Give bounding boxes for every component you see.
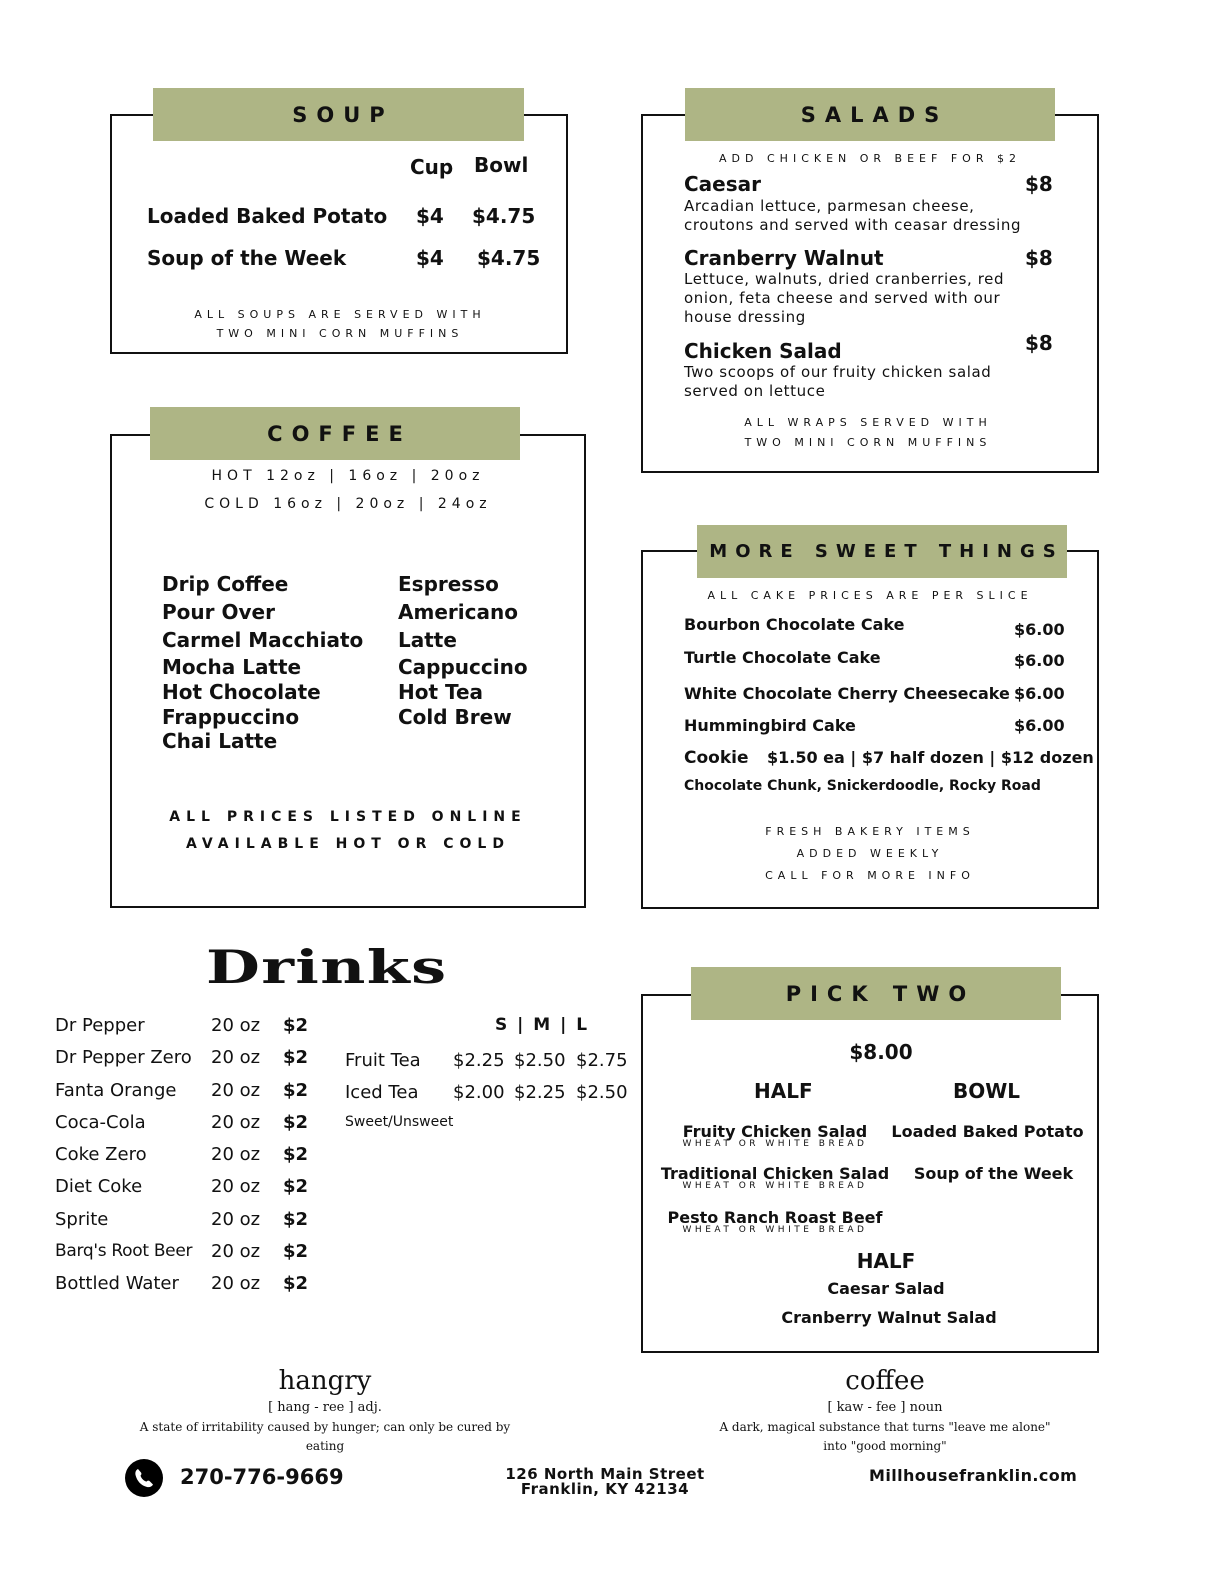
soda-size: 20 oz — [211, 1176, 261, 1198]
coffee-item: Pour Over — [162, 600, 275, 624]
soup-item-bowl-price: $4.75 — [472, 204, 536, 228]
soda-row — [55, 1176, 325, 1208]
pick-two-half-header: HALF — [754, 1079, 813, 1103]
website-link[interactable]: Millhousefranklin.com — [869, 1466, 1078, 1485]
soda-size: 20 oz — [211, 1111, 261, 1133]
salad-item-price: $8 — [1025, 172, 1053, 196]
drinks-title: Drinks — [206, 940, 448, 994]
pick-two-bowl-header: BOWL — [953, 1079, 1021, 1103]
soda-row — [55, 1080, 325, 1112]
sweet-item-name: White Chocolate Cherry Cheesecake — [684, 684, 1010, 703]
coffee-cold-sizes: COLD 16oz | 20oz | 24oz — [204, 496, 492, 512]
pick-two-bowl-item: Loaded Baked Potato — [891, 1122, 1084, 1141]
sweet-item-name: Bourbon Chocolate Cake — [684, 615, 905, 634]
pick-two-price: $8.00 — [849, 1040, 913, 1064]
sweets-note-line3: CALL FOR MORE INFO — [765, 869, 975, 882]
pick-two-sandwich — [650, 1122, 900, 1149]
cookie-flavors: Chocolate Chunk, Snickerdoodle, Rocky Road — [684, 778, 1041, 794]
salad-item-price: $8 — [1025, 331, 1053, 355]
hangry-pronunciation: [ hang - ree ] adj. — [268, 1400, 382, 1415]
coffee-def-line1: A dark, magical substance that turns "leave me alone" — [719, 1420, 1051, 1434]
hangry-def-line1: A state of irritability caused by hunger; can only be cured by — [139, 1420, 511, 1434]
pick-two-sandwich — [650, 1164, 900, 1191]
soda-size: 20 oz — [211, 1079, 261, 1101]
soda-size: 20 oz — [211, 1208, 261, 1230]
salad-item-name: Caesar — [684, 172, 762, 196]
tea-price-l: $2.50 — [576, 1082, 628, 1103]
soda-price: $2 — [283, 1015, 309, 1036]
soda-name: Barq's Root Beer — [55, 1241, 193, 1262]
coffee-item: Americano — [398, 600, 518, 624]
coffee-hot-sizes: HOT 12oz | 16oz | 20oz — [211, 468, 485, 484]
soup-item-name: Loaded Baked Potato — [147, 204, 388, 228]
salads-note-line2: TWO MINI CORN MUFFINS — [744, 436, 992, 449]
coffee-note-line1: ALL PRICES LISTED ONLINE — [169, 809, 527, 825]
soda-size: 20 oz — [211, 1241, 261, 1263]
soup-note — [140, 305, 540, 343]
coffee-note-line2: AVAILABLE HOT OR COLD — [186, 836, 510, 852]
address — [490, 1467, 720, 1497]
sandwich-name: Fruity Chicken Salad — [682, 1122, 868, 1141]
salad-item-desc — [684, 363, 991, 401]
soup-banner: SOUP — [153, 88, 524, 141]
tea-size-header: S | M | L — [495, 1015, 590, 1035]
coffee-item: Hot Tea — [398, 680, 484, 704]
soda-price: $2 — [283, 1208, 309, 1230]
salad-desc-line: Arcadian lettuce, parmesan cheese, — [684, 197, 975, 215]
tea-name: Fruit Tea — [345, 1050, 421, 1071]
coffee-item: Drip Coffee — [162, 572, 289, 596]
cookie-name: Cookie — [684, 748, 749, 768]
hangry-definition — [110, 1364, 540, 1456]
salads-note — [668, 413, 1068, 453]
coffee-banner: COFFEE — [150, 407, 520, 460]
pick-two-half-salad: Caesar Salad — [827, 1279, 945, 1298]
soup-item-cup-price: $4 — [416, 204, 444, 228]
coffee-def-line2: into "good morning" — [823, 1439, 947, 1453]
soda-row — [55, 1015, 325, 1047]
phone-icon — [125, 1459, 163, 1497]
sweet-item-price: $6.00 — [1014, 620, 1065, 639]
salad-item-desc — [684, 270, 1004, 327]
tea-row — [345, 1082, 635, 1112]
pick-two-half-header-2: HALF — [856, 1249, 916, 1273]
coffee-item: Mocha Latte — [162, 655, 302, 679]
sweet-item-price: $6.00 — [1014, 651, 1065, 670]
tea-name: Iced Tea — [345, 1082, 419, 1103]
coffee-item: Espresso — [398, 572, 499, 596]
soda-price: $2 — [283, 1241, 309, 1263]
soup-item-name: Soup of the Week — [147, 246, 347, 270]
salad-desc-line: served on lettuce — [684, 382, 826, 400]
soda-price: $2 — [283, 1047, 309, 1069]
coffee-pronunciation: [ kaw - fee ] noun — [827, 1400, 943, 1415]
coffee-item: Frappuccino — [162, 705, 300, 729]
soup-col-cup: Cup — [410, 155, 454, 179]
sweet-item-price: $6.00 — [1014, 716, 1065, 735]
soda-name: Sprite — [55, 1208, 109, 1230]
hangry-word: hangry — [278, 1366, 372, 1396]
sandwich-name: Traditional Chicken Salad — [660, 1164, 890, 1183]
soda-row — [55, 1209, 325, 1241]
coffee-left-list — [162, 572, 392, 753]
soda-row — [55, 1047, 325, 1079]
tea-price-m: $2.50 — [514, 1050, 566, 1071]
soda-price: $2 — [283, 1273, 309, 1295]
pick-two-half-salad: Cranberry Walnut Salad — [781, 1308, 997, 1327]
salad-desc-line: onion, feta cheese and served with our — [684, 289, 1001, 307]
hangry-def-line2: eating — [305, 1439, 345, 1453]
pick-two-banner: PICK TWO — [691, 967, 1061, 1020]
sandwich-bread: WHEAT OR WHITE BREAD — [682, 1139, 868, 1149]
soda-name: Coca-Cola — [55, 1111, 146, 1133]
salad-item-name: Chicken Salad — [684, 339, 842, 363]
salads-banner: SALADS — [685, 88, 1055, 141]
soda-size: 20 oz — [211, 1015, 261, 1036]
sweets-note-top: ALL CAKE PRICES ARE PER SLICE — [707, 589, 1033, 602]
soda-price: $2 — [283, 1079, 309, 1101]
soda-name: Dr Pepper — [55, 1015, 145, 1036]
soda-name: Diet Coke — [55, 1176, 143, 1198]
tea-price-s: $2.00 — [453, 1082, 505, 1103]
coffee-item: Chai Latte — [162, 729, 278, 753]
address-line1: 126 North Main Street — [505, 1465, 705, 1483]
phone-number[interactable]: 270-776-9669 — [180, 1465, 344, 1489]
soda-price: $2 — [283, 1111, 309, 1133]
salad-desc-line: house dressing — [684, 308, 806, 326]
tea-row — [345, 1050, 635, 1080]
salad-desc-line: croutons and served with ceasar dressing — [684, 216, 1022, 234]
soup-note-line2: TWO MINI CORN MUFFINS — [216, 327, 464, 340]
soup-col-bowl: Bowl — [474, 153, 529, 177]
soup-item-cup-price: $4 — [416, 246, 444, 270]
tea-price-s: $2.25 — [453, 1050, 505, 1071]
soda-size: 20 oz — [211, 1273, 261, 1295]
tea-price-l: $2.75 — [576, 1050, 628, 1071]
sweets-note-line2: ADDED WEEKLY — [796, 847, 944, 860]
salad-desc-line: Two scoops of our fruity chicken salad — [684, 363, 992, 381]
soda-price: $2 — [283, 1176, 309, 1198]
soda-name: Coke Zero — [55, 1144, 147, 1166]
salad-item-name: Cranberry Walnut — [684, 246, 884, 270]
soda-row — [55, 1144, 325, 1176]
tea-note: Sweet/Unsweet — [345, 1114, 454, 1130]
sweets-note-line1: FRESH BAKERY ITEMS — [765, 825, 975, 838]
sweet-item-price: $6.00 — [1014, 684, 1065, 703]
soda-list — [55, 1015, 325, 1306]
soda-price: $2 — [283, 1144, 309, 1166]
salad-item-desc — [684, 197, 1021, 235]
sweet-item-name: Turtle Chocolate Cake — [684, 648, 881, 667]
sweets-banner: MORE SWEET THINGS — [697, 525, 1067, 578]
soda-row — [55, 1241, 325, 1273]
address-line2: Franklin, KY 42134 — [520, 1480, 690, 1498]
coffee-right-list — [398, 572, 568, 729]
soda-row — [55, 1112, 325, 1144]
soda-size: 20 oz — [211, 1144, 261, 1166]
soda-size: 20 oz — [211, 1047, 261, 1069]
coffee-item: Cold Brew — [398, 705, 512, 729]
coffee-word: coffee — [845, 1366, 925, 1396]
cookie-prices: $1.50 ea | $7 half dozen | $12 dozen — [767, 748, 1094, 767]
sandwich-bread: WHEAT OR WHITE BREAD — [682, 1225, 868, 1235]
pick-two-bowl-item: Soup of the Week — [913, 1164, 1074, 1183]
salads-note-line1: ALL WRAPS SERVED WITH — [744, 416, 992, 429]
salads-addon-note: ADD CHICKEN OR BEEF FOR $2 — [719, 152, 1021, 165]
pick-two-sandwich — [650, 1208, 900, 1235]
soup-note-line1: ALL SOUPS ARE SERVED WITH — [194, 308, 486, 321]
salad-item-price: $8 — [1025, 246, 1053, 270]
coffee-item: Carmel Macchiato — [162, 628, 364, 652]
sweets-note — [670, 821, 1070, 887]
sweet-item-name: Hummingbird Cake — [684, 716, 856, 735]
soda-row — [55, 1273, 325, 1305]
coffee-item: Cappuccino — [398, 655, 528, 679]
tea-price-m: $2.25 — [514, 1082, 566, 1103]
coffee-note — [110, 804, 586, 858]
salad-desc-line: Lettuce, walnuts, dried cranberries, red — [684, 270, 1005, 288]
sandwich-bread: WHEAT OR WHITE BREAD — [682, 1181, 868, 1191]
soda-name: Dr Pepper Zero — [55, 1047, 192, 1069]
coffee-item: Hot Chocolate — [162, 680, 321, 704]
soda-name: Bottled Water — [55, 1273, 179, 1295]
sandwich-name: Pesto Ranch Roast Beef — [667, 1208, 883, 1227]
coffee-definition — [680, 1364, 1090, 1456]
coffee-item: Latte — [398, 628, 457, 652]
soup-item-bowl-price: $4.75 — [477, 246, 541, 270]
soda-name: Fanta Orange — [55, 1079, 177, 1101]
